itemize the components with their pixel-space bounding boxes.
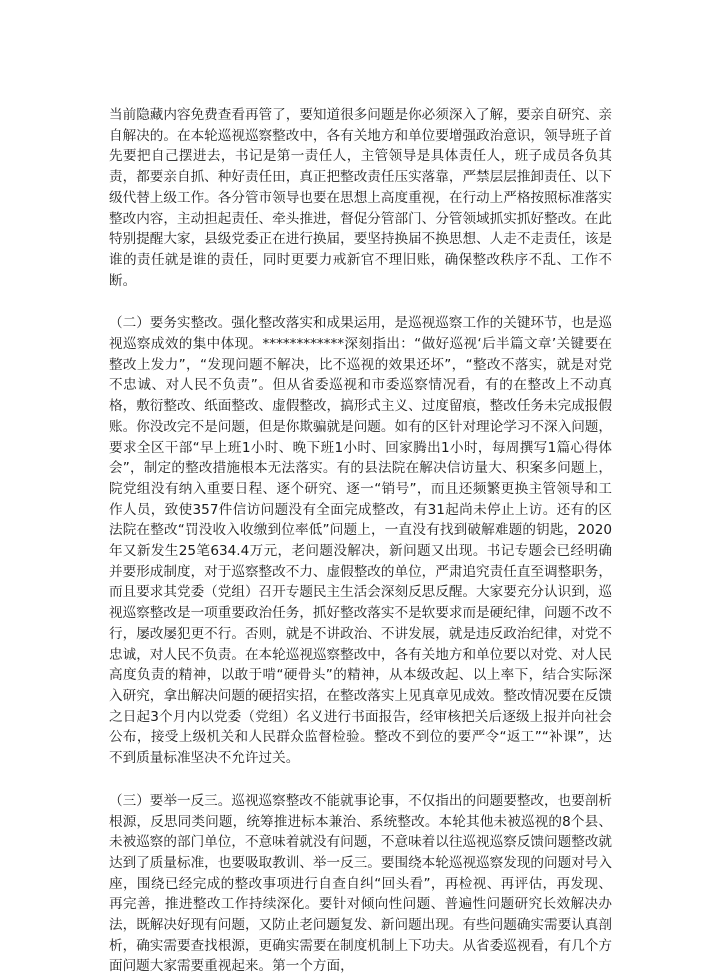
paragraph-3: （三）要举一反三。巡视巡察整改不能就事论事，不仅指出的问题要整改，也要剖析根源，反思同类问题，统筹推进标本兼治、系统整改。本轮其他未被巡视的8个县、未被巡察的部门单位，不意味着就没有问题，不意味着以往巡视巡察反馈问题整改就达到了质量标准，也要吸取教训、举一反三。要围绕本轮巡视巡察发现的问题对号入座，围绕已经完成的整改事项进行自查自纠“回头看”，再检视、再评估，再发现、再完善，推进整改工作持续深化。要针对倾向性问题、普遍性问题研究长效解决办法，既解决好现有问题，又防止老问题复发、新问题出现。有些问题确实需要认真剖析，确实需要查找根源，更确实需要在制度机制上下功夫。从省委巡视看，有几个方面问题大家需要重视起来。第一个方面， [109,792,612,975]
paragraph-2: （二）要务实整改。强化整改落实和成果运用，是巡视巡察工作的关键环节，也是巡视巡察成效的集中体现。************深刻指出：“做好巡视‘后半篇文章’关键要在整改上发力”，“发现问题不解决，比不巡视的效果还坏”，“整改不落实，就是对党不忠诚、对人民不负责”。但从省委巡视和市委巡察情况看，有的在整改上不动真格，敷衍整改、纸面整改、虚假整改，搞形式主义、过度留痕，整改任务未完成报假账。你没改完不是问题，但是你欺骗就是问题。如有的区针对理论学习不深入问题，要求全区干部“早上班1小时、晚下班1小时、回家腾出1小时，每周撰写1篇心得体会”，制定的整改措施根本无法落实。有的县法院在解决信访量大、积案多问题上，院党组没有纳入重要日程、逐个研究、逐一“销号”，而且还频繁更换主管领导和工作人员，致使357件信访问题没有全面完成整改，有31起尚未停止上访。还有的区法院在整改“罚没收入收缴到位率低”问题上，一直没有找到破解难题的钥匙，2020年又新发生25笔634.4万元，老问题没解决，新问题又出现。书记专题会已经明确并要形成制度，对于巡察整改不力、虚假整改的单位，严肃追究责任直至调整职务，而且要求其党委（党组）召开专题民主生活会深刻反思反醒。大家要充分认识到，巡视巡察整改是一项重要政治任务，抓好整改落实不是软要求而是硬纪律，问题不改不行，屡改屡犯更不行。否则，就是不讲政治、不讲发展，就是违反政治纪律，对党不忠诚，对人民不负责。在本轮巡视巡察整改中，各有关地方和单位要以对党、对人民高度负责的精神，以敢于啃“硬骨头”的精神，从本级改起、以上率下，结合实际深入研究，拿出解决问题的硬招实招，在整改落实上见真章见成效。整改情况要在反馈之日起3个月内以党委（党组）名义进行书面报告，经审核把关后逐级上报并向社会公布，接受上级机关和人民群众监督检验。整改不到位的要严令“返工”“补课”，达不到质量标准坚决不允许过关。 [109,315,612,767]
paragraph-1: 当前隐藏内容免费查看再管了，要知道很多问题是你必须深入了解，要亲自研究、亲自解决的。在本轮巡视巡察整改中，各有关地方和单位要增强政治意识，领导班子首先要把自己摆进去，书记是第一责任人，主管领导是具体责任人，班子成员各负其责，都要亲自抓、种好责任田，真正把整改责任压实落靠，严禁层层推卸责任、以下级代替上级工作。各分管市领导也要在思想上高度重视，在行动上严格按照标准落实整改内容，主动担起责任、牵头推进，督促分管部门、分管领域抓实抓好整改。在此特别提醒大家，县级党委正在进行换届，要坚持换届不换思想、人走不走责任，该是谁的责任就是谁的责任，同时更要力戒新官不理旧账，确保整改秩序不乱、工作不断。 [109,107,612,289]
document-body [109,105,612,977]
